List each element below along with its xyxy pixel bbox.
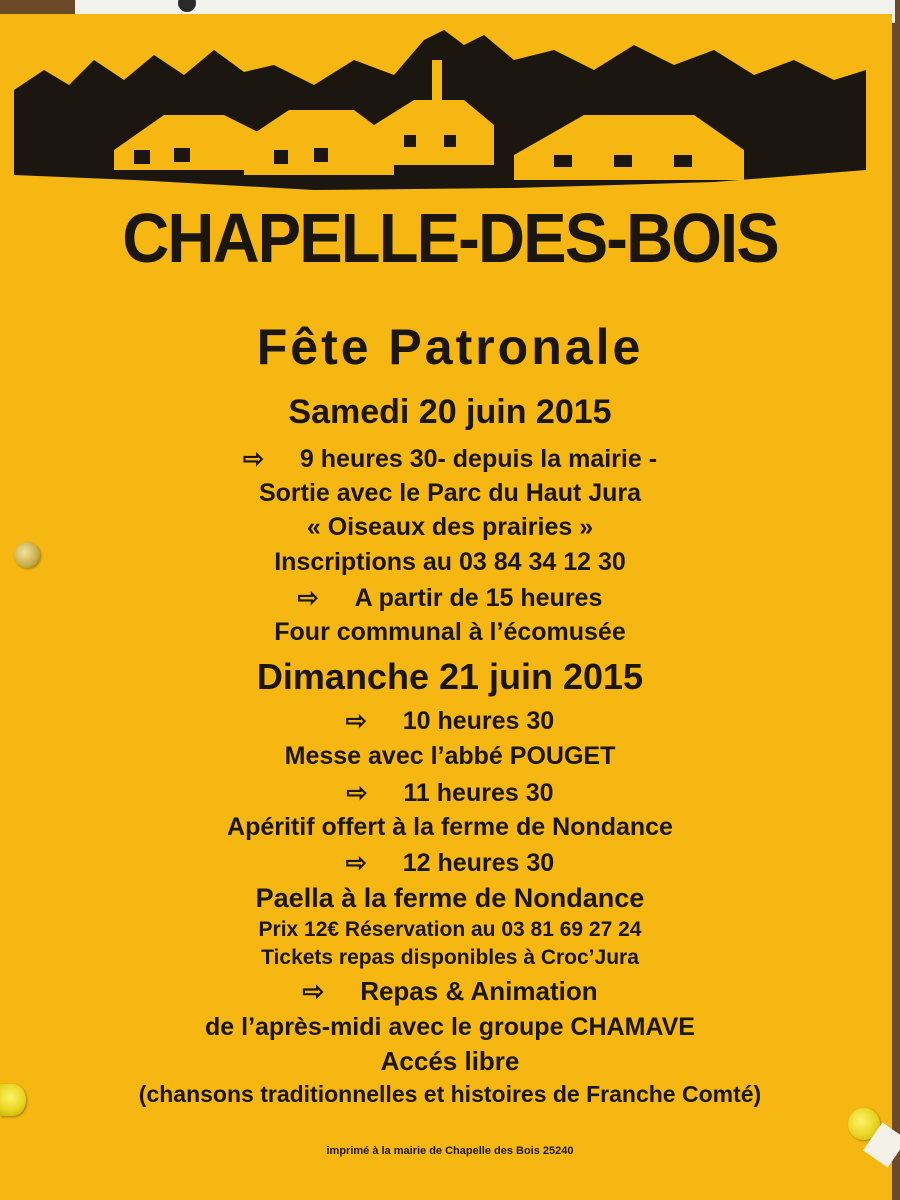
- sunday-item-4: [0, 976, 900, 1007]
- arrow-icon: ⇨: [242, 445, 264, 473]
- sunday-activity-2: Apéritif offert à la ferme de Nondance: [227, 813, 673, 841]
- poster-subtitle: Fête Patronale: [256, 319, 644, 375]
- sunday-time-3: [0, 848, 900, 878]
- arrow-icon: ⇨: [345, 849, 367, 877]
- sunday-time-1: [0, 706, 900, 736]
- arrow-icon: ⇨: [345, 707, 367, 735]
- saturday-time-1: [0, 444, 900, 474]
- sunday-item-4-text: Repas & Animation: [360, 976, 598, 1006]
- sunday-activity-3: Paella à la ferme de Nondance: [255, 883, 645, 913]
- sunday-tickets: Tickets repas disponibles à Croc’Jura: [261, 946, 639, 969]
- poster-title: CHAPELLE-DES-BOIS: [122, 199, 778, 277]
- arrow-icon: ⇨: [302, 976, 325, 1006]
- saturday-time-1-text: 9 heures 30- depuis la mairie -: [299, 445, 658, 473]
- arrow-icon: ⇨: [297, 584, 319, 612]
- sunday-time-1-text: 10 heures 30: [402, 707, 555, 735]
- sunday-time-3-text: 12 heures 30: [402, 849, 555, 877]
- saturday-activity-1-theme: « Oiseaux des prairies »: [306, 513, 594, 541]
- thumbtack: [178, 0, 196, 12]
- arrow-icon: ⇨: [346, 779, 368, 807]
- sunday-note: (chansons traditionnelles et histoires de Franche Comté): [138, 1081, 762, 1107]
- saturday-time-2: [0, 583, 900, 613]
- saturday-time-2-text: A partir de 15 heures: [354, 584, 603, 612]
- sunday-time-2-text: 11 heures 30: [403, 779, 554, 807]
- saturday-registration: Inscriptions au 03 84 34 12 30: [274, 548, 626, 576]
- saturday-heading: Samedi 20 juin 2015: [288, 393, 612, 431]
- sunday-access: Accés libre: [380, 1046, 520, 1076]
- yellow-thumbtack: [0, 1084, 26, 1116]
- sunday-activity-1: Messe avec l’abbé POUGET: [284, 742, 616, 770]
- village-illustration: [14, 30, 866, 195]
- sunday-price: Prix 12€ Réservation au 03 81 69 27 24: [258, 918, 642, 941]
- brass-thumbtack: [14, 542, 40, 568]
- poster-footer: imprimé à la mairie de Chapelle des Bois 25240: [326, 1145, 574, 1157]
- sunday-item-4-detail: de l’après-midi avec le groupe CHAMAVE: [205, 1013, 695, 1041]
- sunday-heading: Dimanche 21 juin 2015: [256, 656, 644, 697]
- saturday-activity-2: Four communal à l’écomusée: [274, 618, 626, 646]
- sunday-time-2: [0, 778, 900, 808]
- saturday-activity-1: Sortie avec le Parc du Haut Jura: [258, 479, 642, 507]
